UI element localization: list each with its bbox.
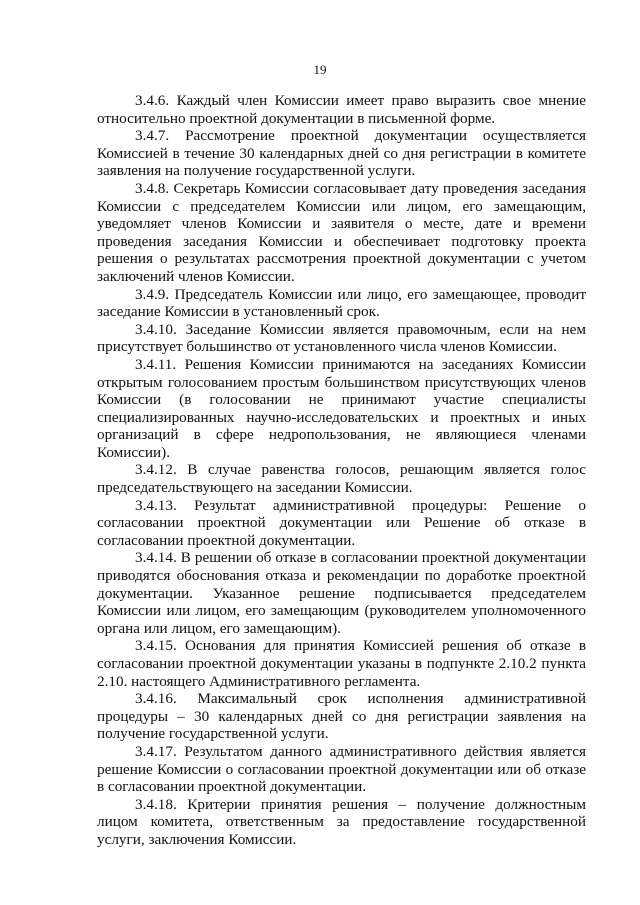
paragraph-3-4-11: 3.4.11. Решения Комиссии принимаются на заседаниях Комиссии открытым голосованием простым большинством присутствующих членов Комиссии (в голосовании не принимают участие специалисты специализированных научно-исследовательских и проектных и иных организаций в сфере недропользования, не являющиеся членами Комиссии). bbox=[97, 355, 586, 461]
paragraph-3-4-6: 3.4.6. Каждый член Комиссии имеет право выразить свое мнение относительно проектной документации в письменной форме. bbox=[97, 92, 586, 127]
paragraph-3-4-18: 3.4.18. Критерии принятия решения – получение должностным лицом комитета, ответственным за предоставление государственной услуги, заключения Комиссии. bbox=[97, 795, 586, 848]
paragraph-3-4-16: 3.4.16. Максимальный срок исполнения административной процедуры – 30 календарных дней со дня регистрации заявления на получение государственной услуги. bbox=[97, 690, 586, 743]
paragraph-3-4-13: 3.4.13. Результат административной процедуры: Решение о согласовании проектной документации или Решение об отказе в согласовании проектной документации. bbox=[97, 496, 586, 549]
paragraph-3-4-8: 3.4.8. Секретарь Комиссии согласовывает дату проведения заседания Комиссии с председателем Комиссии или лицом, его замещающим, уведомляет членов Комиссии и заявителя о месте, дате и времени проведения заседания Комиссии и обеспечивает подготовку проекта решения о результатах рассмотрения проектной документации с учетом заключений членов Комиссии. bbox=[97, 179, 586, 285]
paragraph-3-4-12: 3.4.12. В случае равенства голосов, решающим является голос председательствующего на заседании Комиссии. bbox=[97, 461, 586, 497]
paragraph-3-4-7: 3.4.7. Рассмотрение проектной документации осуществляется Комиссией в течение 30 календарных дней со дня регистрации в комитете заявления на получение государственной услуги. bbox=[97, 127, 586, 180]
paragraph-3-4-15: 3.4.15. Основания для принятия Комиссией решения об отказе в согласовании проектной документации указаны в подпункте 2.10.2 пункта 2.10. настоящего Административного регламента. bbox=[97, 637, 586, 690]
document-body bbox=[97, 92, 586, 849]
paragraph-3-4-10: 3.4.10. Заседание Комиссии является правомочным, если на нем присутствует большинство от установленного числа членов Комиссии. bbox=[97, 320, 586, 356]
page-number: 19 bbox=[313, 62, 327, 77]
paragraph-3-4-14: 3.4.14. В решении об отказе в согласовании проектной документации приводятся обоснования отказа и рекомендации по доработке проектной документации. Указанное решение подписывается председателем Комиссии или лицом, его замещающим (руководителем уполномоченного органа или лицом, его замещающим). bbox=[97, 549, 586, 637]
paragraph-3-4-9: 3.4.9. Председатель Комиссии или лицо, его замещающее, проводит заседание Комиссии в установленный срок. bbox=[97, 285, 586, 321]
paragraph-3-4-17: 3.4.17. Результатом данного административного действия является решение Комиссии о согласовании проектной документации или об отказе в согласовании проектной документации. bbox=[97, 742, 586, 796]
